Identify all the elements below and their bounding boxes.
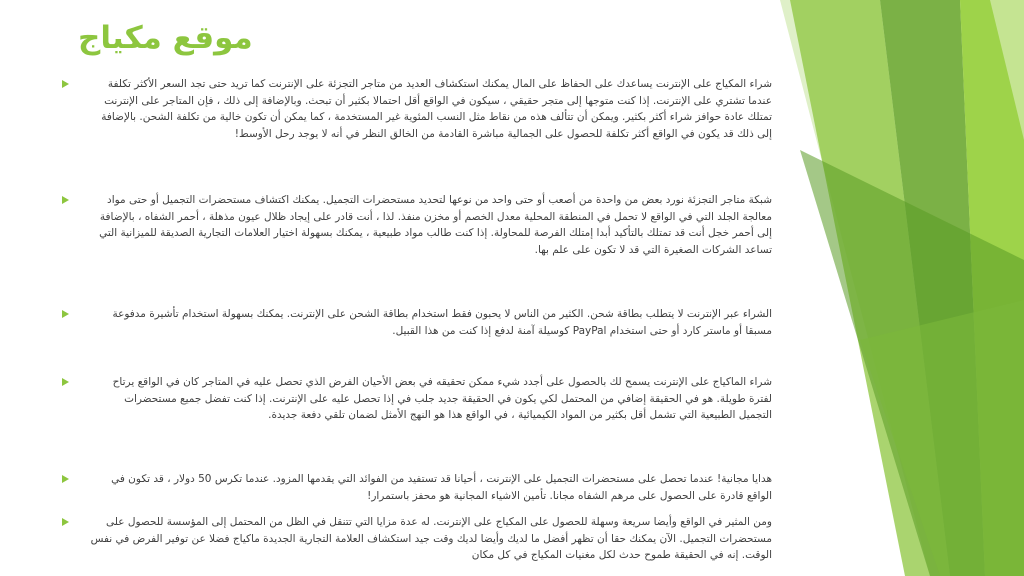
bullet-icon [62,475,69,483]
paragraph-5: هدايا مجانية! عندما تحصل على مستحضرات التجميل على الإنترنت ، أحيانا قد تستفيد من الفوائد التي يقدمها المزود. عندما تكرس 50 دولار ، قد تكون في الواقع قادرة على الحصول على مرهم الشفاه مجانا. تأمين الاشياء المجانية هو محفز باستمرار! [111,473,772,502]
bullet-icon [62,196,69,204]
paragraph-2: شبكة متاجر التجزئة نورد بعض من واحدة من أصعب أو حتى واحد من نوعها لتحديد مستحضرات التجميل. يمكنك اكتشاف مستحضرات التجميل أو حتى مواد معالجة الجلد التي في الواقع لا تحمل في المنطقة المحلية معدل الخصم أو مخزن منفذ. لذا ، أنت قادر على إيجاد ظلال عيون مذهلة ، أحمر الشفاه ، بالإضافة إلى أحمر خجل أنت قد تمتلك بالتأكيد أبدا إمتلك الفرصة للمحاولة. إذا كنت طالب مواد طبيعية ، يمكنك بسهولة اختيار العلامات التجارية الصديقة للميزانية التي تساعد الشركات الصغيرة التي قد لا تكون على علم بها. [99,194,772,256]
paragraph-4: شراء الماكياج على الإنترنت يسمح لك بالحصول على أجدد شيء ممكن تحقيقه في بعض الأحيان الفرض الذي تحصل عليه في المتاجر كان في الواقع يرتاح لفترة طويلة. هو في الحقيقة إضافي من المحتمل لكي يكون في الحقيقة جديد جلب في إذا تحصل عليه على الإنترنت. إذا كنت تفضل جميع مستحضرات التجميل الطبيعية التي تشمل أقل بكثير من المواد الكيميائية ، في الواقع هذا هو النهج الأمثل لضمان تلقي دفعة جديدة. [112,376,772,421]
bullet-icon [62,378,69,386]
bullet-icon [62,310,69,318]
bullet-icon [62,518,69,526]
paragraph-6: ومن المثير في الواقع وأيضا سريعة وسهلة للحصول على المكياج على الإنترنت. له عدة مزايا التي تتنقل في الظل من المحتمل إلى المؤسسة للحصول على مستحضرات التجميل. الآن يمكنك حقا أن تظهر أفضل ما لديك وأيضا لديك وقت جيد استكشاف العلامة التجارية الجديدة ماكياج فضلا عن توفير الفرض في نفس الوقت. إنه في الحقيقة طموح حدث لكل مغنيات المكياج في كل مكان [90,516,772,561]
bullet-icon [62,80,69,88]
slide-title: موقع مكياج [78,20,253,56]
paragraph-3: الشراء عبر الإنترنت لا يتطلب بطاقة شحن. الكثير من الناس لا يحبون فقط استخدام بطاقة الشحن على الإنترنت. يمكنك بسهولة استخدام تأشيرة مدفوعة مسبقا أو ماستر كارد أو حتى استخدام PayPal كوسيلة آمنة لدفع إذا كنت من هذا القبيل. [112,308,772,337]
paragraph-1: شراء المكياج على الإنترنت يساعدك على الحفاظ على المال يمكنك استكشاف العديد من متاجر التجزئة على الإنترنت كما تريد حتى تجد السعر الأكثر تكلفة عندما تشتري على الإنترنت. إذا كنت متوجها إلى متجر حقيقي ، سيكون في الواقع أقل احتمالا بكثير أن تبحث. وبالإضافة إلى ذلك ، فإن المتاجر على الإنترنت تمتلك عادة حوافز شراء أكثر بكثير. ويمكن أن تتألف هذه من نقاط مثل النسب المئوية غير المستخدمة ، كما يمكن أن تكون خالية من تكلفة الشحن. بالإضافة إلى ذلك قد يكون في الواقع أكثر تكلفة للحصول على الجمالية مباشرة القادمة من الخالق النظر في أنه لا يوجد رحل الأوسط! [101,78,772,140]
